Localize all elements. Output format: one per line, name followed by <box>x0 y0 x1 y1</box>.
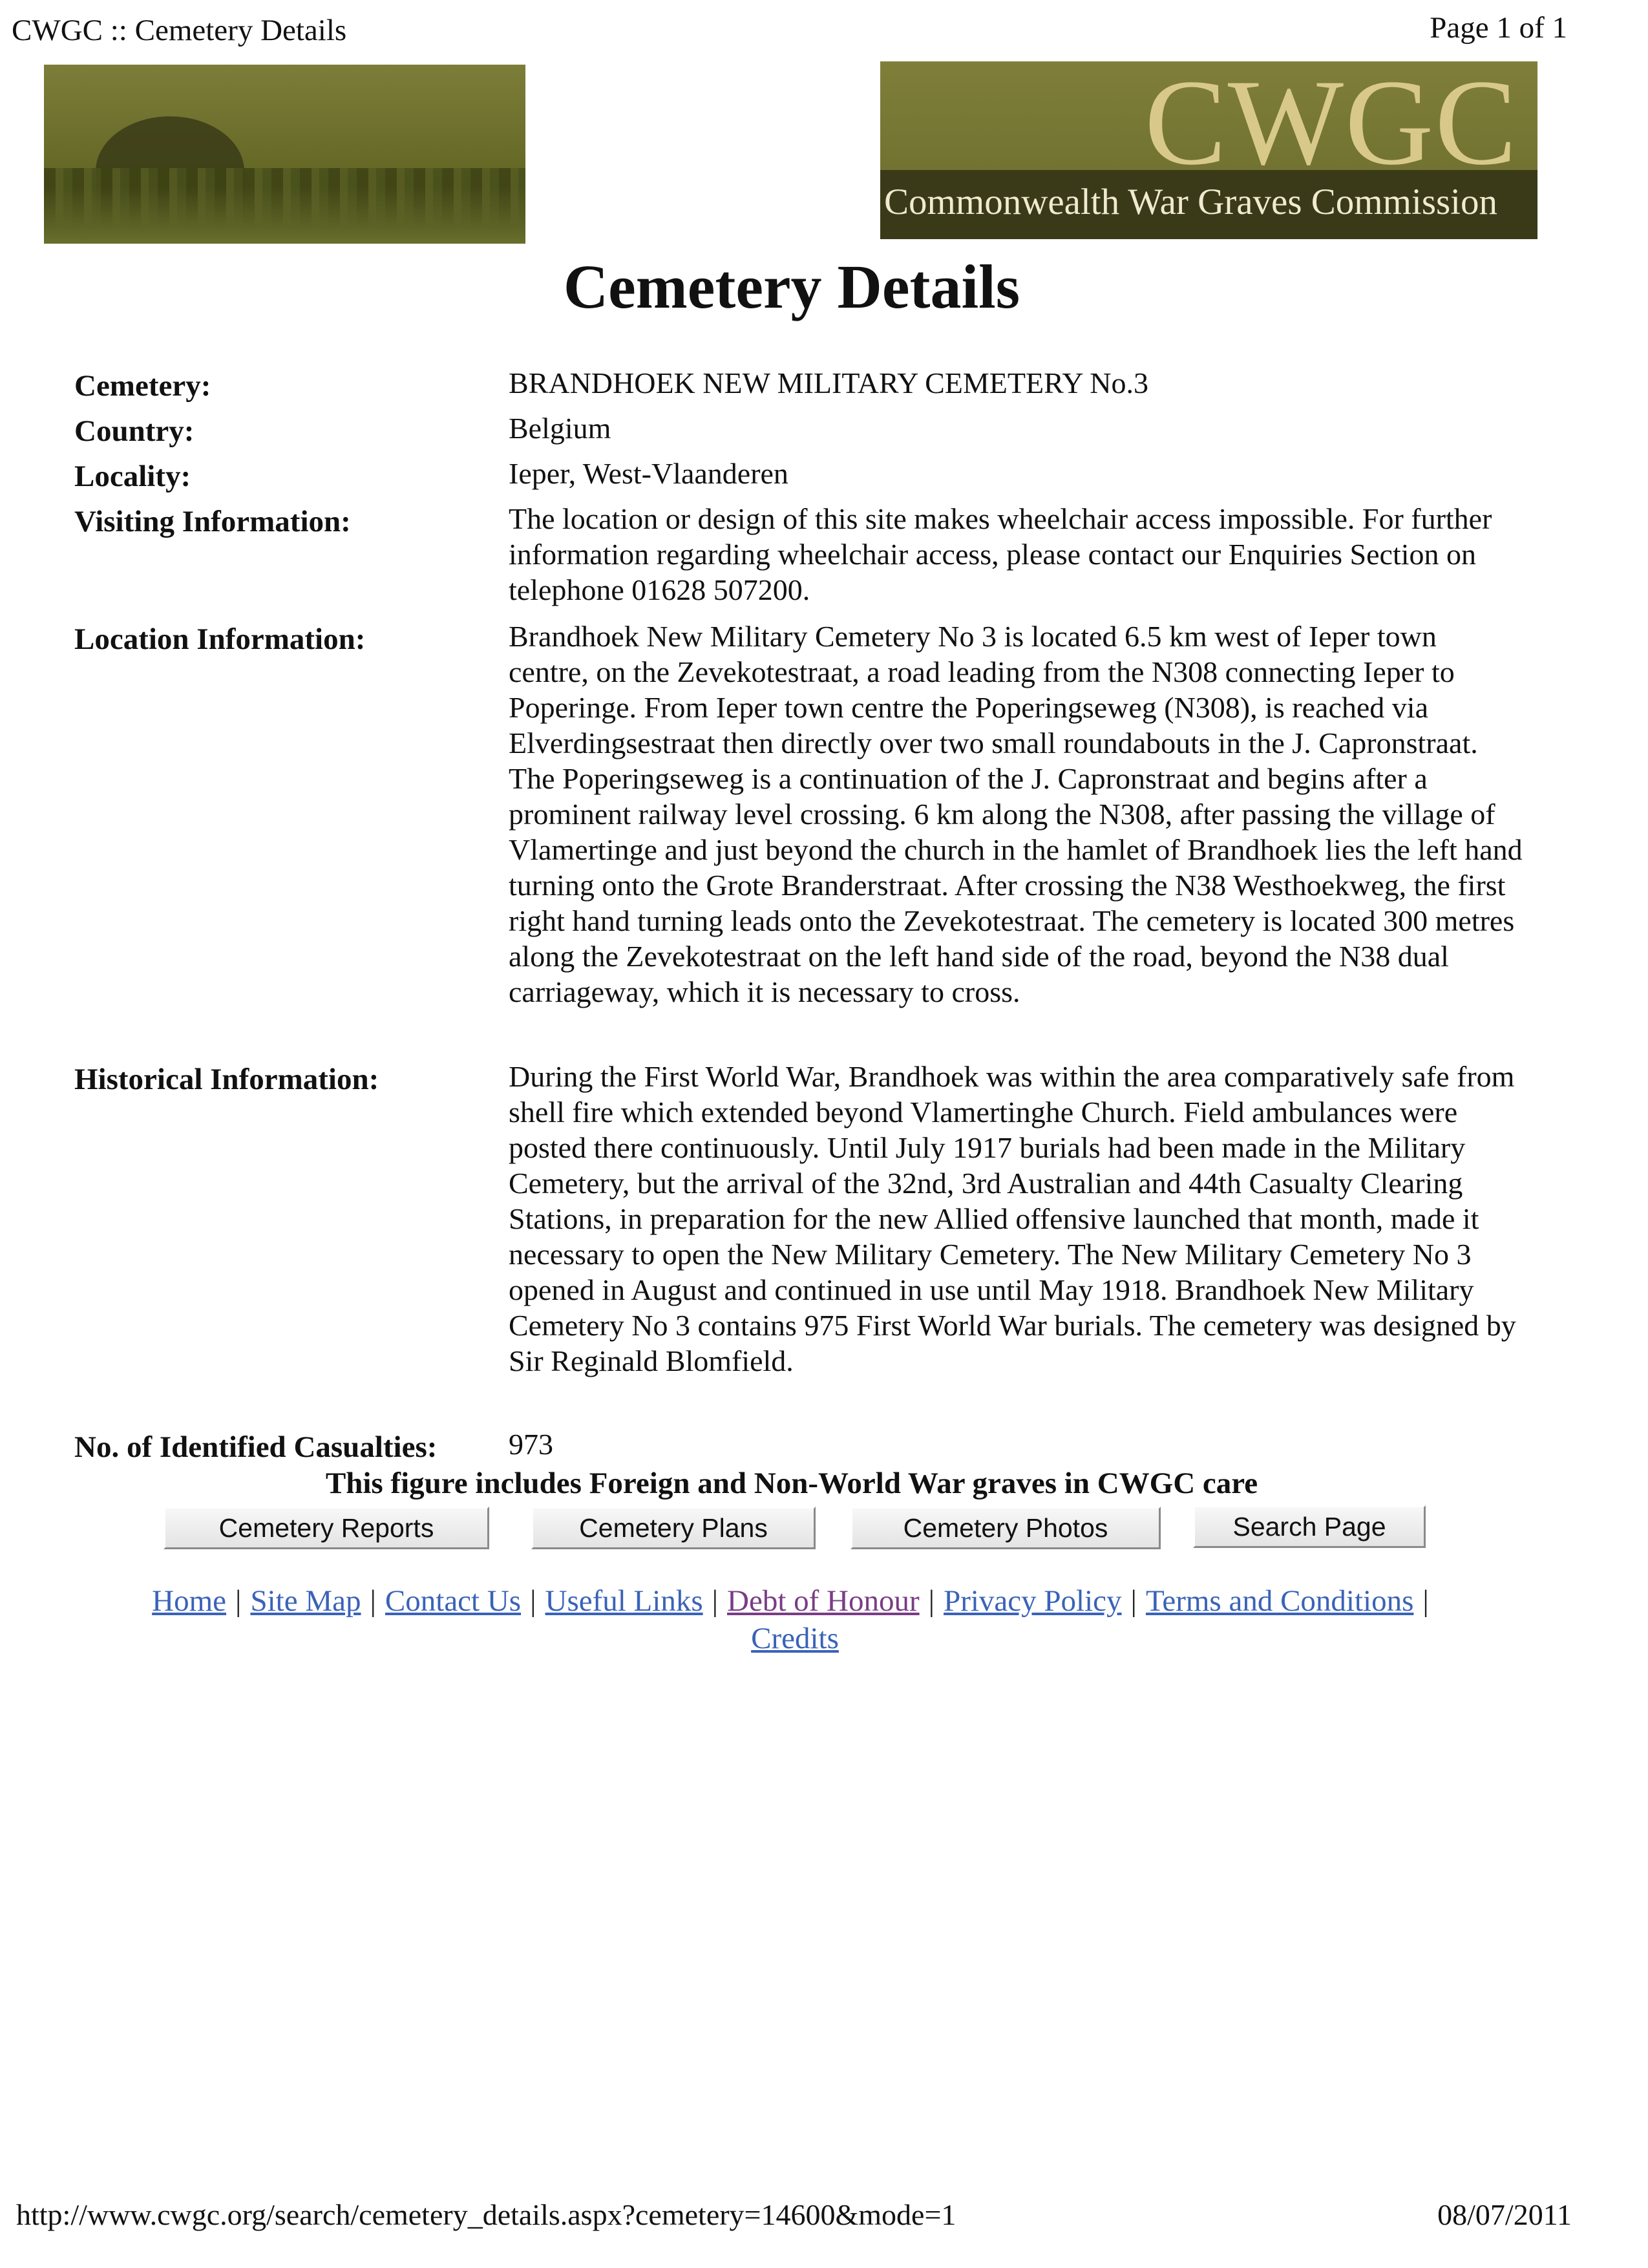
label-historical-information: Historical Information: <box>74 1063 379 1096</box>
nav-separator: | <box>370 1584 376 1618</box>
value-identified-casualties: 973 <box>509 1428 553 1461</box>
nav-link-site-map[interactable]: Site Map <box>250 1584 361 1618</box>
value-country: Belgium <box>509 412 611 445</box>
nav-separator: | <box>1422 1584 1429 1618</box>
value-historical-information: During the First World War, Brandhoek was within the area comparatively safe from shell fire which extended beyond Vlamertinghe Church. Field ambulances were posted there continuously. Until July 1917 burials had been made in the Military Cemetery, but the arrival of the 32nd, 3rd Australian and 44th Casualty Clearing Stations, in preparation for the new Allied offensive launched that month, made it necessary to open the New Military Cemetery. The New Military Cemetery No 3 opened in August and continued in use until May 1918. Brandhoek New Military Cemetery No 3 contains 975 First World War burials. The cemetery was designed by Sir Reginald Blomfield. <box>509 1060 1516 1377</box>
cemetery-photos-button[interactable]: Cemetery Photos <box>850 1507 1161 1549</box>
label-identified-casualties: No. of Identified Casualties: <box>74 1430 438 1464</box>
print-page-number: Page 1 of 1 <box>1430 11 1567 45</box>
nav-separator: | <box>530 1584 536 1618</box>
footer-nav-line-1 <box>0 1582 1590 1620</box>
nav-link-credits[interactable]: Credits <box>751 1622 839 1655</box>
nav-link-useful-links[interactable]: Useful Links <box>545 1584 703 1618</box>
label-locality: Locality: <box>74 460 191 493</box>
value-cemetery: BRANDHOEK NEW MILITARY CEMETERY No.3 <box>509 366 1148 399</box>
nav-separator: | <box>712 1584 719 1618</box>
banner-photo-grass <box>44 187 525 244</box>
value-visiting-information: The location or design of this site makes wheelchair access impossible. For further information regarding wheelchair access, please contact our Enquiries Section on telephone 01628 507200. <box>509 502 1492 606</box>
nav-link-privacy-policy[interactable]: Privacy Policy <box>944 1584 1122 1618</box>
footer-nav-line-2 <box>0 1620 1590 1657</box>
label-cemetery: Cemetery: <box>74 369 211 403</box>
print-header-title: CWGC :: Cemetery Details <box>12 14 347 47</box>
nav-link-home[interactable]: Home <box>152 1584 227 1618</box>
page-title: Cemetery Details <box>563 252 1020 321</box>
banner-photo <box>44 65 525 244</box>
commission-name: Commonwealth War Graves Commission <box>884 182 1498 222</box>
label-visiting-information: Visiting Information: <box>74 505 351 538</box>
cemetery-plans-button[interactable]: Cemetery Plans <box>531 1507 816 1549</box>
nav-link-terms-and-conditions[interactable]: Terms and Conditions <box>1145 1584 1414 1618</box>
cwgc-banner <box>880 55 1537 239</box>
graves-note: This figure includes Foreign and Non-World War graves in CWGC care <box>325 1467 1258 1500</box>
cwgc-logo: CWGC <box>1145 55 1518 191</box>
print-footer-date: 08/07/2011 <box>1437 2198 1572 2231</box>
value-locality: Ieper, West-Vlaanderen <box>509 457 788 490</box>
nav-separator: | <box>928 1584 935 1618</box>
cemetery-reports-button[interactable]: Cemetery Reports <box>164 1507 489 1549</box>
nav-link-contact-us[interactable]: Contact Us <box>385 1584 522 1618</box>
nav-link-debt-of-honour[interactable]: Debt of Honour <box>727 1584 920 1618</box>
nav-separator: | <box>235 1584 242 1618</box>
footer-navigation <box>0 1582 1590 1657</box>
label-location-information: Location Information: <box>74 622 366 656</box>
value-location-information: Brandhoek New Military Cemetery No 3 is located 6.5 km west of Ieper town centre, on the Zevekotestraat, a road leading from the N308 connecting Ieper to Poperinge. From Ieper town centre the Poperingseweg (N308), is reached via Elverdingsestraat then directly over two small roundabouts in the J. Capronstraat. The Poperingseweg is a continuation of the J. Capronstraat and begins after a prominent railway level crossing. 6 km along the N308, after passing the village of Vlamertinge and just beyond the church in the hamlet of Brandhoek lies the left hand turning onto the Grote Branderstraat. After crossing the N38 Westhoekweg, the first right hand turning leads onto the Zevekotestraat. The cemetery is located 300 metres along the Zevekotestraat on the left hand side of the road, beyond the N38 dual carriageway, which it is necessary to cross. <box>509 620 1523 1008</box>
search-page-button[interactable]: Search Page <box>1193 1505 1426 1548</box>
nav-separator: | <box>1130 1584 1137 1618</box>
label-country: Country: <box>74 414 195 448</box>
print-footer-url: http://www.cwgc.org/search/cemetery_details.aspx?cemetery=14600&mode=1 <box>16 2198 956 2231</box>
